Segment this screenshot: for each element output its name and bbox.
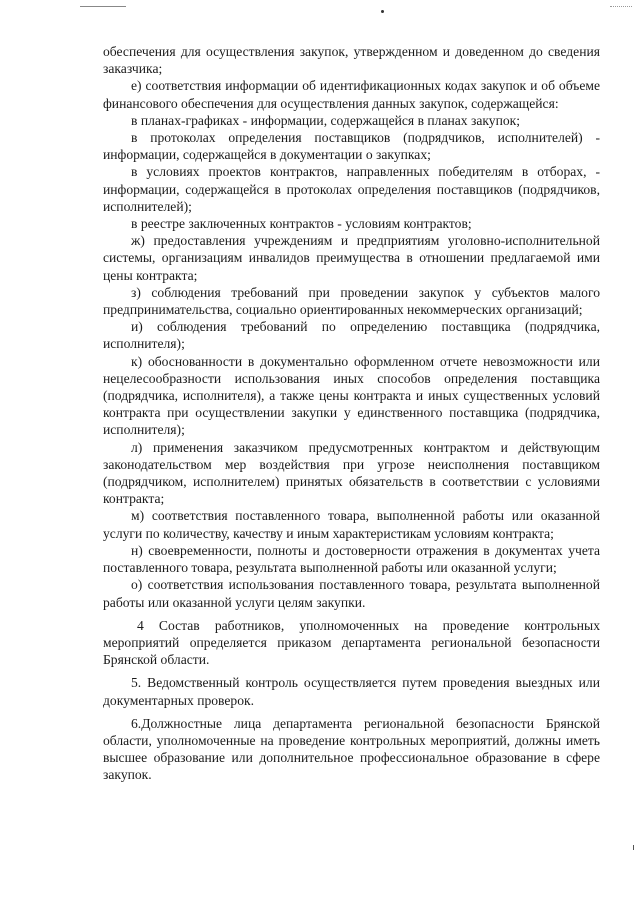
paragraph-item-m: м) соответствия поставленного товара, выполненной работы или оказанной услуги по количеству, качеству и иным характеристикам условиям контракта; xyxy=(103,508,600,541)
paragraph-section-5: 5. Ведомственный контроль осуществляется путем проведения выездных или документарных проверок. xyxy=(103,675,600,708)
paragraph-contract-drafts: в условиях проектов контрактов, направленных победителям в отборах, - информации, содержащейся в протоколах определения поставщиков (подрядчиков, исполнителей); xyxy=(103,164,600,214)
paragraph-item-z: з) соблюдения требований при проведении закупок у субъектов малого предпринимательства, социально ориентированных некоммерческих организаций; xyxy=(103,284,600,318)
paragraph-item-e: е) соответствия информации об идентификационных кодах закупок и об объеме финансового обеспечения для осуществления данных закупок, содержащейся: xyxy=(103,78,600,111)
paragraph-item-n: н) своевременности, полноты и достоверности отражения в документах учета поставленного товара, результата выполненной работы или оказанной услуги; xyxy=(103,542,600,576)
document-body xyxy=(103,43,600,784)
header-dot xyxy=(381,10,384,13)
paragraph-item-k: к) обоснованности в документально оформленном отчете невозможности или нецелесообразности использования иных способов определения поставщика (подрядчика, исполнителя), а также цены контракта и иных существенных условий контракта при осуществлении закупки у единственного поставщика (подрядчика, исполнителя); xyxy=(103,353,600,438)
paragraph-section-4: 4 Состав работников, уполномоченных на проведение контрольных мероприятий определяется приказом департамента региональной безопасности Брянской области. xyxy=(103,617,600,668)
paragraph-plan-schedules: в планах-графиках - информации, содержащейся в планах закупок; xyxy=(131,112,521,128)
paragraph-item-l: л) применения заказчиком предусмотренных контрактом и действующим законодательством мер воздействия при угрозе неисполнения поставщиком (подрядчиком, исполнителем) принятых обязательств в соответствии с условиями контракта; xyxy=(103,439,600,507)
paragraph-protocols: в протоколах определения поставщиков (подрядчиков, исполнителей) - информации, содержащейся в документации о закупках; xyxy=(103,130,600,163)
paragraph-item-o: о) соответствия использования поставленного товара, результата выполненной работы или оказанной услуги целям закупки. xyxy=(103,577,600,610)
paragraph-contract-registry: в реестре заключенных контрактов - условиям контрактов; xyxy=(131,216,472,232)
paragraph-section-6: 6.Должностные лица департамента региональной безопасности Брянской области, уполномоченные на проведение контрольных мероприятий, должны иметь высшее образование или дополнительное профессиональное образование в сфере закупок. xyxy=(103,715,600,783)
paragraph-item-zh: ж) предоставления учреждениям и предприятиям уголовно-исполнительной системы, организациям инвалидов преимущества в отношении предлагаемой ими цены контракта; xyxy=(103,233,600,283)
paragraph-item-i: и) соблюдения требований по определению поставщика (подрядчика, исполнителя); xyxy=(103,319,600,352)
header-rule xyxy=(80,6,126,7)
header-rule-right xyxy=(610,6,632,8)
paragraph-continuation: обеспечения для осуществления закупок, утвержденном и доведенном до сведения заказчика; xyxy=(103,44,600,77)
margin-mark xyxy=(633,845,634,850)
